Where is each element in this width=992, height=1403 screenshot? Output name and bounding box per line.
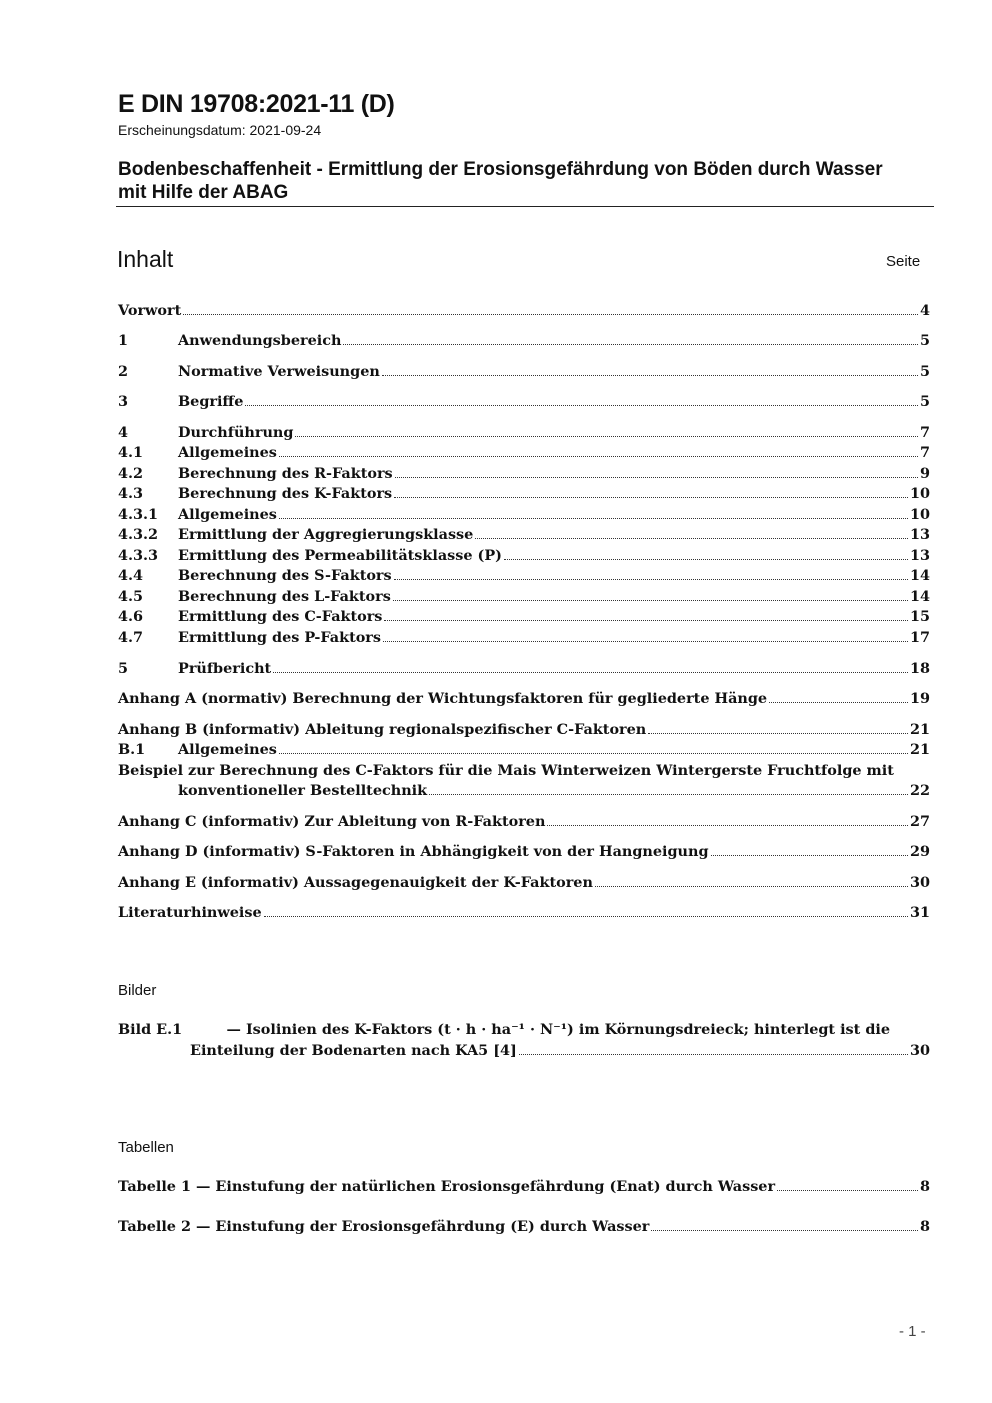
figure-entry[interactable] xyxy=(118,1021,890,1038)
toc-entry[interactable]: Vorwort 4 xyxy=(118,302,930,319)
toc-entry[interactable]: konventioneller Bestelltechnik 22 xyxy=(178,782,930,799)
toc-entry[interactable]: Anhang C (informativ) Zur Ableitung von R-Faktoren 27 xyxy=(118,813,930,830)
toc-entry[interactable]: Anhang A (normativ) Berechnung der Wichtungsfaktoren für gegliederte Hänge 19 xyxy=(118,690,930,707)
toc-entry[interactable]: B.1 Allgemeines 21 xyxy=(118,741,930,758)
toc-entry[interactable]: 4.4 Berechnung des S-Faktors 14 xyxy=(118,567,930,584)
toc-entry[interactable]: Literaturhinweise 31 xyxy=(118,904,930,921)
toc-entry[interactable]: 4.1 Allgemeines 7 xyxy=(118,444,930,461)
figures-label: Bilder xyxy=(118,982,157,999)
toc-page-column-label: Seite xyxy=(886,253,921,270)
table-entry[interactable]: Tabelle 2 — Einstufung der Erosionsgefährdung (E) durch Wasser 8 xyxy=(118,1218,930,1235)
toc-heading: Inhalt xyxy=(117,246,174,272)
toc-entry[interactable]: 1 Anwendungsbereich 5 xyxy=(118,332,930,349)
toc-entry[interactable]: 4 Durchführung 7 xyxy=(118,424,930,441)
toc-entry-wrapped-first-line[interactable]: Beispiel zur Berechnung des C-Faktors für die Mais Winterweizen Wintergerste Fruchtfolge mit xyxy=(118,762,894,779)
figure-number: Bild E.1 xyxy=(118,1021,183,1038)
toc-entry[interactable]: Anhang E (informativ) Aussagegenauigkeit der K-Faktoren 30 xyxy=(118,874,930,891)
toc-entry[interactable]: Anhang D (informativ) S-Faktoren in Abhängigkeit von der Hangneigung 29 xyxy=(118,843,930,860)
publication-date: Erscheinungsdatum: 2021-09-24 xyxy=(118,122,322,138)
toc-entry[interactable]: 5 Prüfbericht 18 xyxy=(118,660,930,677)
toc-entry[interactable]: 4.3.2 Ermittlung der Aggregierungsklasse 13 xyxy=(118,526,930,543)
title-divider xyxy=(116,206,934,207)
title-line-1: Bodenbeschaffenheit - Ermittlung der Erosionsgefährdung von Böden durch Wasser xyxy=(118,159,883,180)
tables-label: Tabellen xyxy=(118,1139,174,1156)
title-line-2: mit Hilfe der ABAG xyxy=(118,182,289,203)
toc-entry[interactable]: 4.6 Ermittlung des C-Faktors 15 xyxy=(118,608,930,625)
toc-entry[interactable]: 3 Begriffe 5 xyxy=(118,393,930,410)
table-entry[interactable]: Tabelle 1 — Einstufung der natürlichen Erosionsgefährdung (Enat) durch Wasser 8 xyxy=(118,1178,930,1195)
toc-entry[interactable]: Anhang B (informativ) Ableitung regionalspezifischer C-Faktoren 21 xyxy=(118,721,930,738)
figure-caption-line-1: — Isolinien des K-Faktors (t · h · ha⁻¹ · N⁻¹) im Körnungsdreieck; hinterlegt ist die xyxy=(226,1021,890,1038)
page-number: - 1 - xyxy=(899,1323,926,1340)
toc-entry[interactable]: 4.3.1 Allgemeines 10 xyxy=(118,506,930,523)
toc-entry[interactable]: 4.2 Berechnung des R-Faktors 9 xyxy=(118,465,930,482)
toc-entry[interactable]: 4.5 Berechnung des L-Faktors 14 xyxy=(118,588,930,605)
document-id: E DIN 19708:2021-11 (D) xyxy=(118,90,395,118)
document-title xyxy=(118,158,933,204)
toc-entry[interactable]: 4.3 Berechnung des K-Faktors 10 xyxy=(118,485,930,502)
toc-entry[interactable]: 4.3.3 Ermittlung des Permeabilitätsklasse (P) 13 xyxy=(118,547,930,564)
toc-entry[interactable]: 2 Normative Verweisungen 5 xyxy=(118,363,930,380)
figure-entry-continuation[interactable]: Einteilung der Bodenarten nach KA5 [4] 30 xyxy=(190,1042,930,1059)
toc-entry[interactable]: 4.7 Ermittlung des P-Faktors 17 xyxy=(118,629,930,646)
